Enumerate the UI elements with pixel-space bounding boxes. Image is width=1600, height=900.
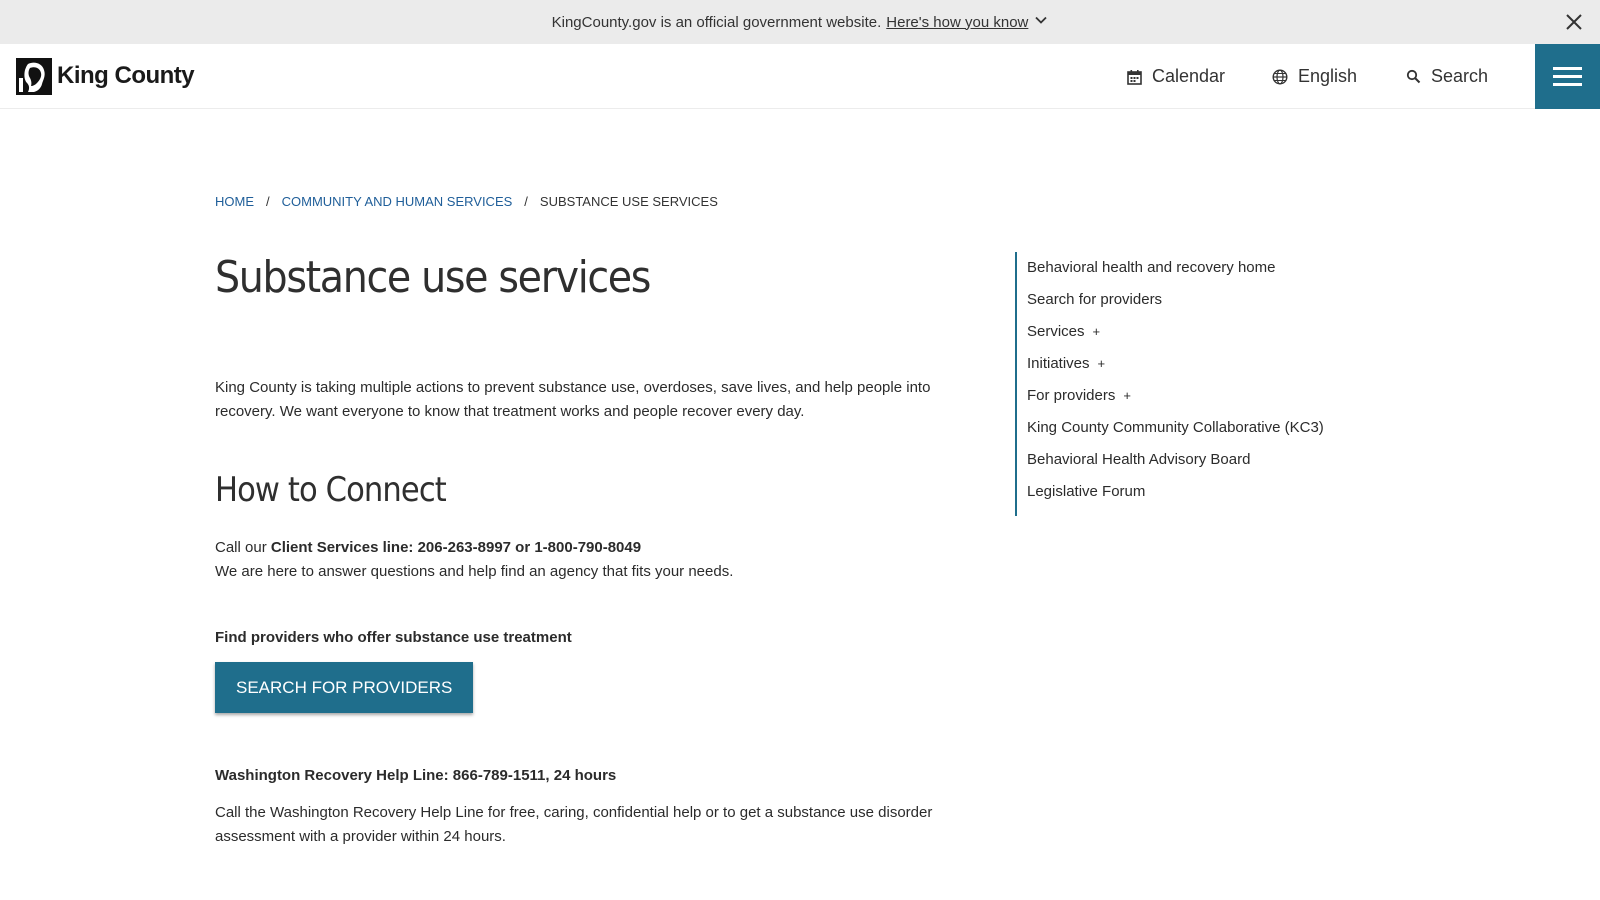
calendar-label: Calendar — [1152, 66, 1226, 86]
how-to-connect-heading: How to Connect — [215, 470, 446, 510]
hamburger-menu-button[interactable] — [1535, 44, 1600, 109]
king-county-logo[interactable] — [16, 57, 194, 95]
sidenav-item-search-providers[interactable]: Search for providers — [1027, 291, 1163, 308]
section-side-nav — [1015, 252, 1324, 516]
how-you-know-link[interactable]: Here's how you know — [886, 13, 1029, 31]
main-content — [215, 248, 950, 845]
language-label: English — [1298, 66, 1358, 86]
call-prefix: Call our — [215, 539, 267, 556]
search-link[interactable] — [1406, 44, 1488, 109]
search-for-providers-button[interactable]: SEARCH FOR PROVIDERS — [215, 662, 473, 713]
sidenav-item-advisory-board[interactable]: Behavioral Health Advisory Board — [1027, 451, 1251, 468]
globe-icon — [1272, 69, 1288, 85]
breadcrumb-community-human-services[interactable]: COMMUNITY AND HUMAN SERVICES — [281, 194, 513, 209]
expand-plus-icon[interactable]: + — [1092, 324, 1101, 339]
search-icon — [1406, 69, 1421, 84]
calendar-icon — [1127, 69, 1142, 85]
client-services-description: We are here to answer questions and help find an agency that fits your needs. — [215, 563, 734, 580]
recovery-help-line-text: Call the Washington Recovery Help Line for free, caring, confidential help or to get a substance use disorder assessment with a provider within 24 hours. — [215, 804, 933, 845]
breadcrumb-current: SUBSTANCE USE SERVICES — [539, 194, 718, 209]
sidenav-item-for-providers[interactable]: For providers + — [1027, 387, 1131, 404]
client-services-info — [215, 536, 950, 584]
logo-text: King County — [57, 62, 195, 89]
sidenav-item-legislative-forum[interactable]: Legislative Forum — [1027, 483, 1146, 500]
search-label: Search — [1431, 66, 1489, 86]
sidenav-item-behavioral-health-home[interactable]: Behavioral health and recovery home — [1027, 259, 1276, 276]
banner-text: KingCounty.gov is an official government website. — [551, 13, 882, 31]
calendar-link[interactable] — [1127, 44, 1225, 109]
chevron-down-icon[interactable] — [1034, 13, 1048, 31]
sidenav-item-services[interactable]: Services + — [1027, 323, 1101, 340]
sidenav-item-kc3[interactable]: King County Community Collaborative (KC3) — [1027, 419, 1324, 436]
breadcrumb-separator: / — [524, 194, 528, 209]
menu-icon-bar — [1553, 67, 1582, 70]
recovery-help-line-title: Washington Recovery Help Line: 866-789-1511, 24 hours — [215, 767, 617, 784]
close-icon[interactable] — [1564, 12, 1584, 32]
breadcrumb — [215, 194, 718, 209]
expand-plus-icon[interactable]: + — [1097, 356, 1106, 371]
breadcrumb-separator: / — [266, 194, 270, 209]
find-providers-label: Find providers who offer substance use treatment — [215, 629, 572, 646]
site-header — [0, 44, 1600, 109]
menu-icon-bar — [1553, 83, 1582, 86]
expand-plus-icon[interactable]: + — [1123, 388, 1131, 403]
page-title: Substance use services — [215, 252, 651, 303]
official-website-banner — [0, 0, 1600, 44]
client-services-line: Client Services line: 206-263-8997 or 1-800-790-8049 — [270, 539, 642, 556]
language-selector[interactable] — [1272, 44, 1357, 109]
sidenav-item-initiatives[interactable]: Initiatives + — [1027, 355, 1106, 372]
breadcrumb-home[interactable]: HOME — [215, 194, 254, 209]
mlk-logo-icon — [16, 58, 52, 95]
menu-icon-bar — [1553, 75, 1582, 78]
intro-paragraph: King County is taking multiple actions to prevent substance use, overdoses, save lives, and help people into recovery. We want everyone to know that treatment works and people recover every day. — [215, 379, 931, 420]
